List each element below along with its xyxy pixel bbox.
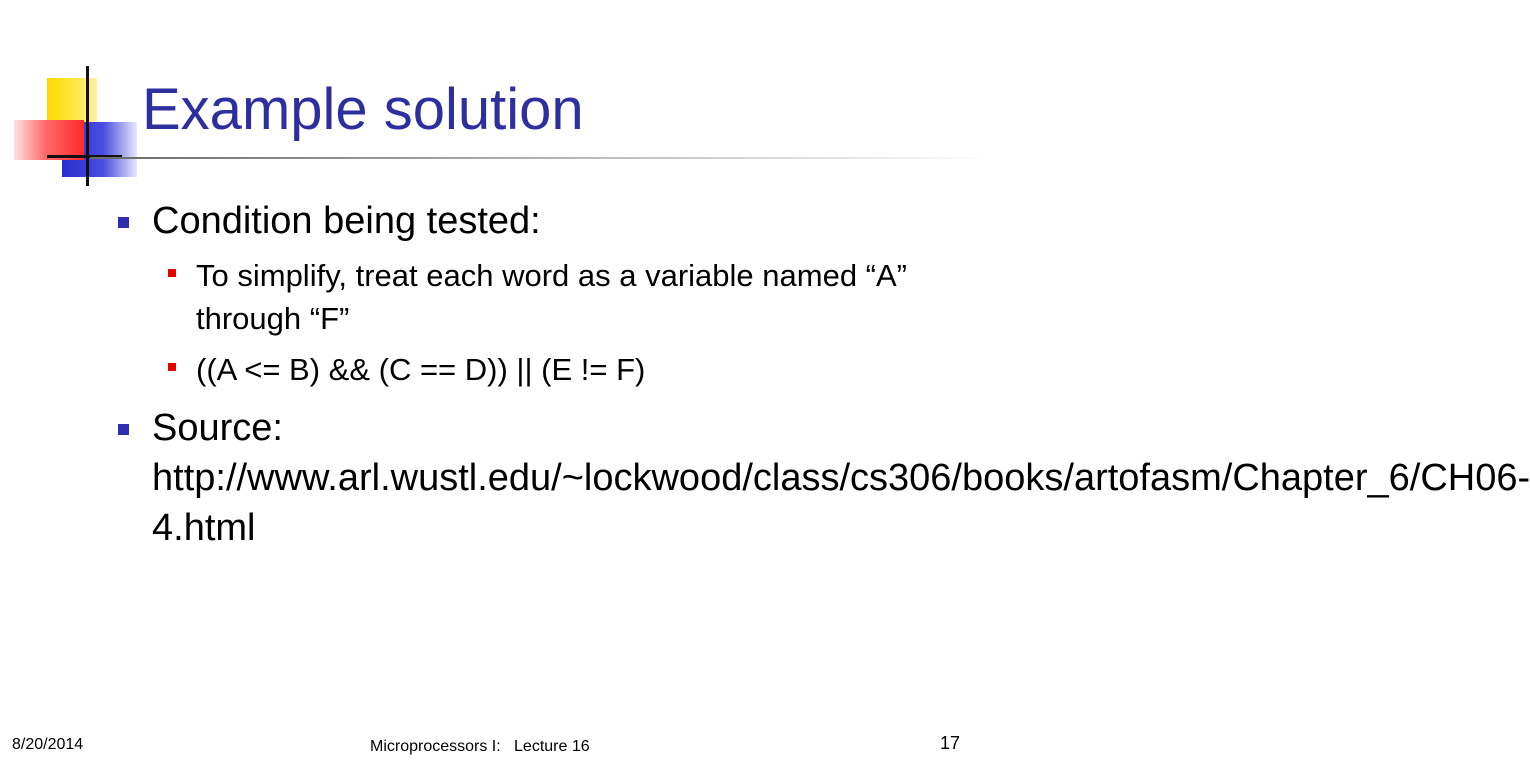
red-square-bullet-icon: [168, 363, 176, 371]
slide-number: 17: [940, 733, 961, 753]
bullet-text: Source: http://www.arl.wustl.edu/~lockwood/class/cs306/books/artofasm/Chapter_6/CH06-4.html: [152, 407, 1530, 549]
vertical-line: [86, 66, 89, 186]
sub-bullet-simplify: [118, 254, 998, 340]
sub-bullet-text: To simplify, treat each word as a variable named “A” through “F”: [196, 258, 908, 336]
sub-bullet-expression: [118, 348, 998, 391]
slide-body: [118, 196, 1530, 553]
bullet-condition: [118, 196, 998, 246]
bullet-source: [118, 403, 1530, 553]
footer-date: 8/20/2014: [12, 736, 84, 753]
red-block: [14, 120, 84, 160]
decorative-logo-blocks: [0, 0, 150, 200]
slide-title: Example solution: [142, 77, 584, 142]
bullet-text: Condition being tested:: [152, 200, 541, 242]
blue-square-bullet-icon: [118, 424, 129, 435]
red-square-bullet-icon: [168, 269, 176, 277]
footer-course-label: Microprocessors I: Lecture 16: [370, 738, 590, 755]
sub-bullet-text: ((A <= B) && (C == D)) || (E != F): [196, 352, 646, 387]
blue-square-bullet-icon: [118, 217, 129, 228]
title-underline: [90, 157, 990, 159]
